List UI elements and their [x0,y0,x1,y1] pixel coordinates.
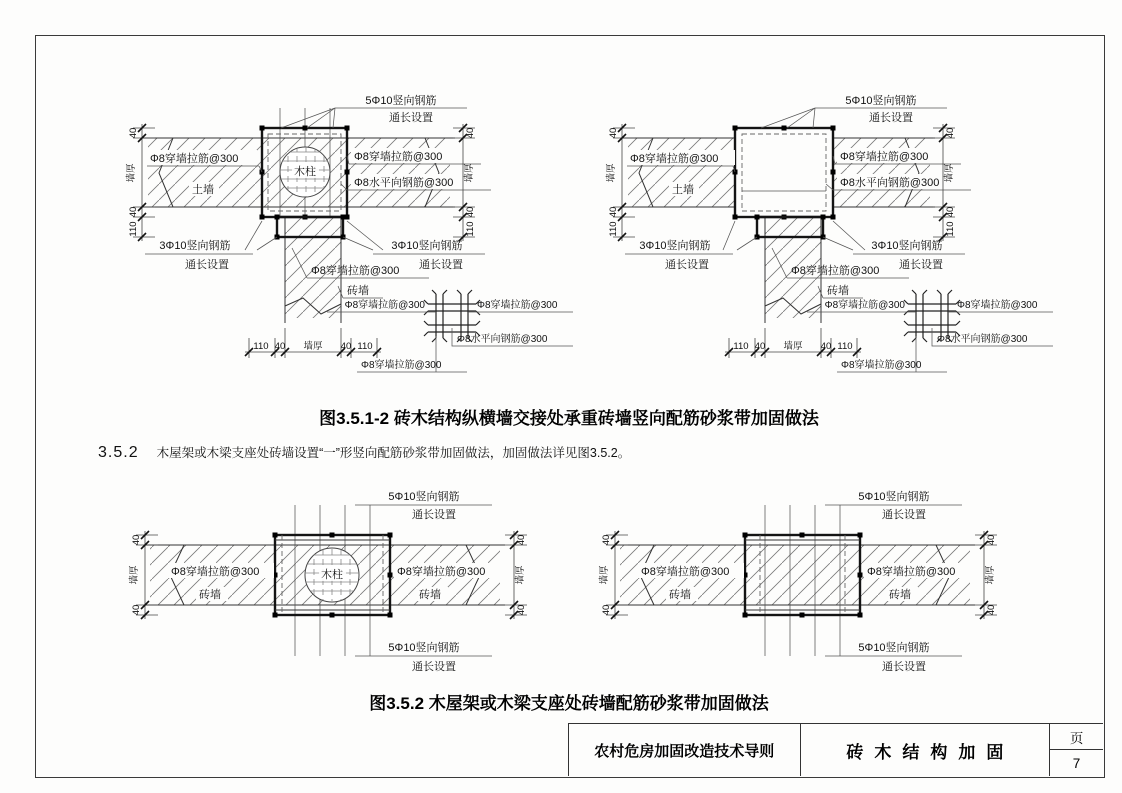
svg-text:Φ8穿墙拉筋@300: Φ8穿墙拉筋@300 [867,566,956,578]
right-tie-callout [864,563,970,578]
svg-text:5Φ10竖向钢筋: 5Φ10竖向钢筋 [388,642,460,654]
fig3512-left-diagram [95,88,575,398]
fig3512-right-diagram [575,88,1055,398]
svg-text:110: 110 [945,221,956,237]
tie-grid-detail [327,290,573,372]
svg-text:Φ8穿墙拉筋@300: Φ8穿墙拉筋@300 [311,265,400,277]
svg-text:Φ8穿墙拉筋@300: Φ8穿墙拉筋@300 [361,360,442,371]
right-dim-chain [505,531,527,619]
section-body: 木屋架或木梁支座处砖墙设置“一”形竖向配筋砂浆带加固做法，加固做法详见图3.5.2。 [156,446,631,460]
svg-text:墙厚: 墙厚 [464,163,475,183]
svg-text:40: 40 [128,206,139,218]
fig352-caption: 图3.5.2 木屋架或木梁支座处砖墙配筋砂浆带加固做法 [369,694,769,713]
svg-text:墙厚: 墙厚 [606,163,617,183]
svg-text:5Φ10竖向钢筋: 5Φ10竖向钢筋 [845,95,917,107]
svg-text:3Φ10竖向钢筋: 3Φ10竖向钢筋 [871,240,943,252]
svg-text:通长设置: 通长设置 [419,259,463,271]
svg-text:Φ8穿墙拉筋@300: Φ8穿墙拉筋@300 [791,265,880,277]
svg-text:墙厚: 墙厚 [985,565,996,585]
svg-text:通长设置: 通长设置 [869,112,913,124]
svg-text:40: 40 [608,206,619,218]
svg-text:40: 40 [601,604,612,616]
right-dim-chain [975,531,997,619]
fig3512-caption: 图3.5.1-2 砖木结构纵横墙交接处承重砖墙竖向配筋砂浆带加固做法 [319,409,819,428]
top-rebar-callout [281,93,467,128]
svg-text:40: 40 [131,604,142,616]
svg-text:Φ8穿墙拉筋@300: Φ8穿墙拉筋@300 [344,300,425,311]
svg-text:110: 110 [357,341,373,352]
earth-wall-label [669,182,699,196]
svg-text:40: 40 [945,206,956,218]
fig352-right-diagram [590,483,1030,688]
svg-text:Φ8穿墙拉筋@300: Φ8穿墙拉筋@300 [641,566,730,578]
svg-text:40: 40 [608,127,619,139]
top-rebar-callout [825,489,962,521]
fig352-left-diagram [120,483,560,688]
brick-wall-callout [818,283,863,298]
svg-text:40: 40 [516,534,527,546]
svg-text:Φ8穿墙拉筋@300: Φ8穿墙拉筋@300 [354,151,443,163]
svg-text:Φ8水平向钢筋@300: Φ8水平向钢筋@300 [354,177,454,189]
svg-text:3Φ10竖向钢筋: 3Φ10竖向钢筋 [391,240,463,252]
section-3-5-2 [98,443,630,462]
svg-text:通长设置: 通长设置 [412,509,456,521]
right-tie-callout [394,563,500,578]
svg-text:Φ8水平向钢筋@300: Φ8水平向钢筋@300 [937,334,1028,345]
section-number: 3.5.2 [98,444,139,461]
svg-text:Φ8水平向钢筋@300: Φ8水平向钢筋@300 [457,334,548,345]
svg-text:Φ8穿墙拉筋@300: Φ8穿墙拉筋@300 [957,300,1038,311]
svg-text:Φ8穿墙拉筋@300: Φ8穿墙拉筋@300 [630,153,719,165]
svg-text:墙厚: 墙厚 [515,565,526,585]
top-rebar-callout [355,489,492,521]
svg-text:通长设置: 通长设置 [389,112,433,124]
svg-text:砖墙: 砖墙 [669,589,691,601]
svg-text:Φ8穿墙拉筋@300: Φ8穿墙拉筋@300 [824,300,905,311]
svg-text:土墙: 土墙 [192,184,214,196]
svg-text:墙厚: 墙厚 [126,163,137,183]
svg-text:墙厚: 墙厚 [783,341,803,352]
right-tie-callout [347,148,481,164]
brick-wall-callout [338,283,383,298]
left-tie-callout [638,563,744,578]
bottom-rebar-callout [355,640,492,673]
svg-text:砖墙: 砖墙 [889,589,911,601]
top-rebar-callout [761,93,947,128]
svg-text:110: 110 [733,341,749,352]
svg-text:通长设置: 通长设置 [665,259,709,271]
svg-text:40: 40 [820,341,832,352]
svg-text:3Φ10竖向钢筋: 3Φ10竖向钢筋 [159,240,231,252]
svg-text:通长设置: 通长设置 [412,661,456,673]
svg-text:砖墙: 砖墙 [419,589,441,601]
wood-column-label: 木柱 [294,166,316,178]
document-title: 农村危房加固改造技术导则 [569,724,801,776]
svg-text:通长设置: 通长设置 [882,509,926,521]
left-tie-callout [168,563,274,578]
page-number: 7 [1072,755,1081,771]
right-tie-callout [833,148,961,164]
tie-grid-detail [807,290,1053,372]
svg-text:Φ8穿墙拉筋@300: Φ8穿墙拉筋@300 [150,153,239,165]
svg-text:40: 40 [754,341,766,352]
svg-text:Φ8穿墙拉筋@300: Φ8穿墙拉筋@300 [840,151,929,163]
earth-wall-label [189,182,219,196]
svg-text:墙厚: 墙厚 [944,163,955,183]
svg-text:110: 110 [465,221,476,237]
svg-text:Φ8穿墙拉筋@300: Φ8穿墙拉筋@300 [477,300,558,311]
chapter-title: 砖木结构加固 [801,724,1051,776]
svg-text:110: 110 [128,221,139,237]
svg-text:40: 40 [340,341,352,352]
svg-text:5Φ10竖向钢筋: 5Φ10竖向钢筋 [388,491,460,503]
svg-text:砖墙: 砖墙 [827,285,849,297]
svg-text:40: 40 [516,604,527,616]
svg-text:40: 40 [274,341,286,352]
svg-text:砖墙: 砖墙 [199,589,221,601]
page-cell [1050,724,1103,776]
svg-text:Φ8穿墙拉筋@300: Φ8穿墙拉筋@300 [841,360,922,371]
svg-text:Φ8水平向钢筋@300: Φ8水平向钢筋@300 [840,177,940,189]
svg-text:40: 40 [128,127,139,139]
svg-text:40: 40 [945,127,956,139]
bottom-dim-chain [725,328,861,358]
svg-text:木柱: 木柱 [321,569,343,581]
svg-text:土墙: 土墙 [672,184,694,196]
svg-text:110: 110 [608,221,619,237]
svg-text:墙厚: 墙厚 [599,565,610,585]
svg-text:40: 40 [986,534,997,546]
bottom-dim-chain [245,328,381,358]
page-label: 页 [1050,724,1103,750]
svg-text:40: 40 [465,206,476,218]
svg-text:Φ8穿墙拉筋@300: Φ8穿墙拉筋@300 [171,566,260,578]
svg-text:5Φ10竖向钢筋: 5Φ10竖向钢筋 [858,642,930,654]
svg-text:5Φ10竖向钢筋: 5Φ10竖向钢筋 [858,491,930,503]
svg-text:40: 40 [131,534,142,546]
svg-text:3Φ10竖向钢筋: 3Φ10竖向钢筋 [639,240,711,252]
left-3v-callout [625,238,733,271]
svg-text:5Φ10竖向钢筋: 5Φ10竖向钢筋 [365,95,437,107]
svg-text:墙厚: 墙厚 [303,341,323,352]
left-3v-callout [145,238,253,271]
svg-text:40: 40 [986,604,997,616]
svg-text:Φ8穿墙拉筋@300: Φ8穿墙拉筋@300 [397,566,486,578]
svg-text:110: 110 [253,341,269,352]
svg-text:110: 110 [837,341,853,352]
svg-text:墙厚: 墙厚 [129,565,140,585]
title-block [568,723,1103,776]
svg-text:通长设置: 通长设置 [899,259,943,271]
svg-text:通长设置: 通长设置 [882,661,926,673]
svg-text:40: 40 [465,127,476,139]
svg-text:通长设置: 通长设置 [185,259,229,271]
svg-text:40: 40 [601,534,612,546]
svg-text:砖墙: 砖墙 [347,285,369,297]
bottom-rebar-callout [825,640,962,673]
